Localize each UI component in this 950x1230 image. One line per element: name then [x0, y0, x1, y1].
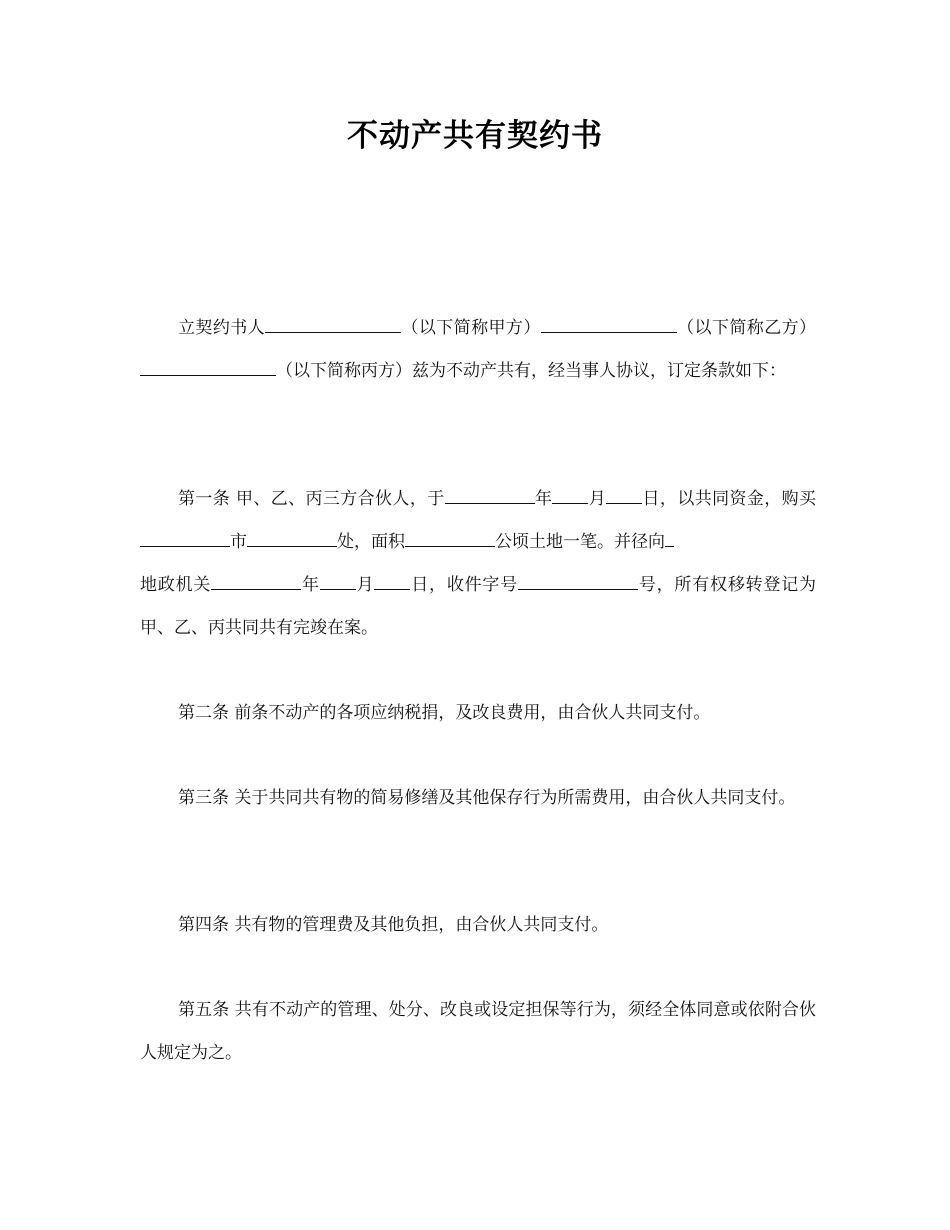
article-1-text-8: 公顷土地一笔。并径向	[495, 532, 665, 552]
article-1-text-14: 记为甲、乙、丙共同共有完竣在案。	[140, 575, 817, 638]
article-5-text-2: 附合伙人规定为之。	[140, 1000, 817, 1063]
reg-day-blank	[374, 574, 410, 590]
date-day-blank	[606, 488, 642, 504]
reg-year-blank	[211, 574, 301, 590]
article-1-reg-year-label: 年	[301, 575, 320, 595]
article-3	[140, 777, 816, 820]
intro-text-3: （以下简称乙	[676, 318, 782, 338]
date-month-blank	[552, 488, 588, 504]
article-3-text-2: 支付。	[744, 788, 796, 808]
party-c-blank	[140, 360, 276, 376]
receipt-number-blank	[518, 574, 638, 590]
article-1-text-1: 第一条 甲、乙、丙三方合伙人，于	[178, 489, 445, 509]
intro-text-5: （以下简称丙方）兹为不动产共有，经当事人协议，订定条款如	[276, 361, 752, 381]
article-1-text-13: 号，所有权移转登	[638, 575, 782, 595]
location-blank	[247, 531, 337, 547]
article-1-year-label: 年	[534, 489, 553, 509]
article-1-text-9: 地政机关	[140, 575, 212, 595]
article-4: 第四条 共有物的管理费及其他负担，由合伙人共同支付。	[178, 915, 609, 935]
party-a-blank	[265, 317, 401, 333]
intro-text-4: 方）	[781, 318, 817, 338]
trailing-blank	[665, 531, 674, 547]
article-3-text-1: 第三条 关于共同共有物的简易修缮及其他保存行为所需费用，由合伙人共同	[178, 788, 745, 808]
area-blank	[405, 531, 495, 547]
article-2: 第二条 前条不动产的各项应纳税捐，及改良费用，由合伙人共同支付。	[178, 703, 711, 723]
article-5	[140, 989, 816, 1075]
party-b-blank	[541, 317, 677, 333]
intro-text-1: 立契约书人	[178, 318, 266, 338]
article-1-text-12: 日，收件字号	[410, 575, 519, 595]
article-1-area-label: 处，面积	[337, 532, 405, 552]
article-1-text-5: 购买	[781, 489, 817, 509]
article-1	[140, 478, 816, 564]
article-1-month-label: 月	[588, 489, 607, 509]
document-title: 不动产共有契约书	[347, 118, 603, 154]
intro-text-6: 下：	[752, 361, 786, 381]
article-5-text-1: 第五条 共有不动产的管理、处分、改良或设定担保等行为，须经全体同意或依	[178, 1000, 765, 1020]
city-blank	[140, 531, 230, 547]
intro-paragraph	[140, 307, 816, 393]
reg-month-blank	[320, 574, 356, 590]
article-1-city-label: 市	[230, 532, 247, 552]
intro-text-2: （以下简称甲方）	[401, 318, 541, 338]
article-1-text-4: 日，以共同资金，	[642, 489, 782, 509]
article-1-continued	[140, 564, 816, 650]
article-1-reg-month-label: 月	[355, 575, 375, 595]
date-year-blank	[445, 488, 535, 504]
